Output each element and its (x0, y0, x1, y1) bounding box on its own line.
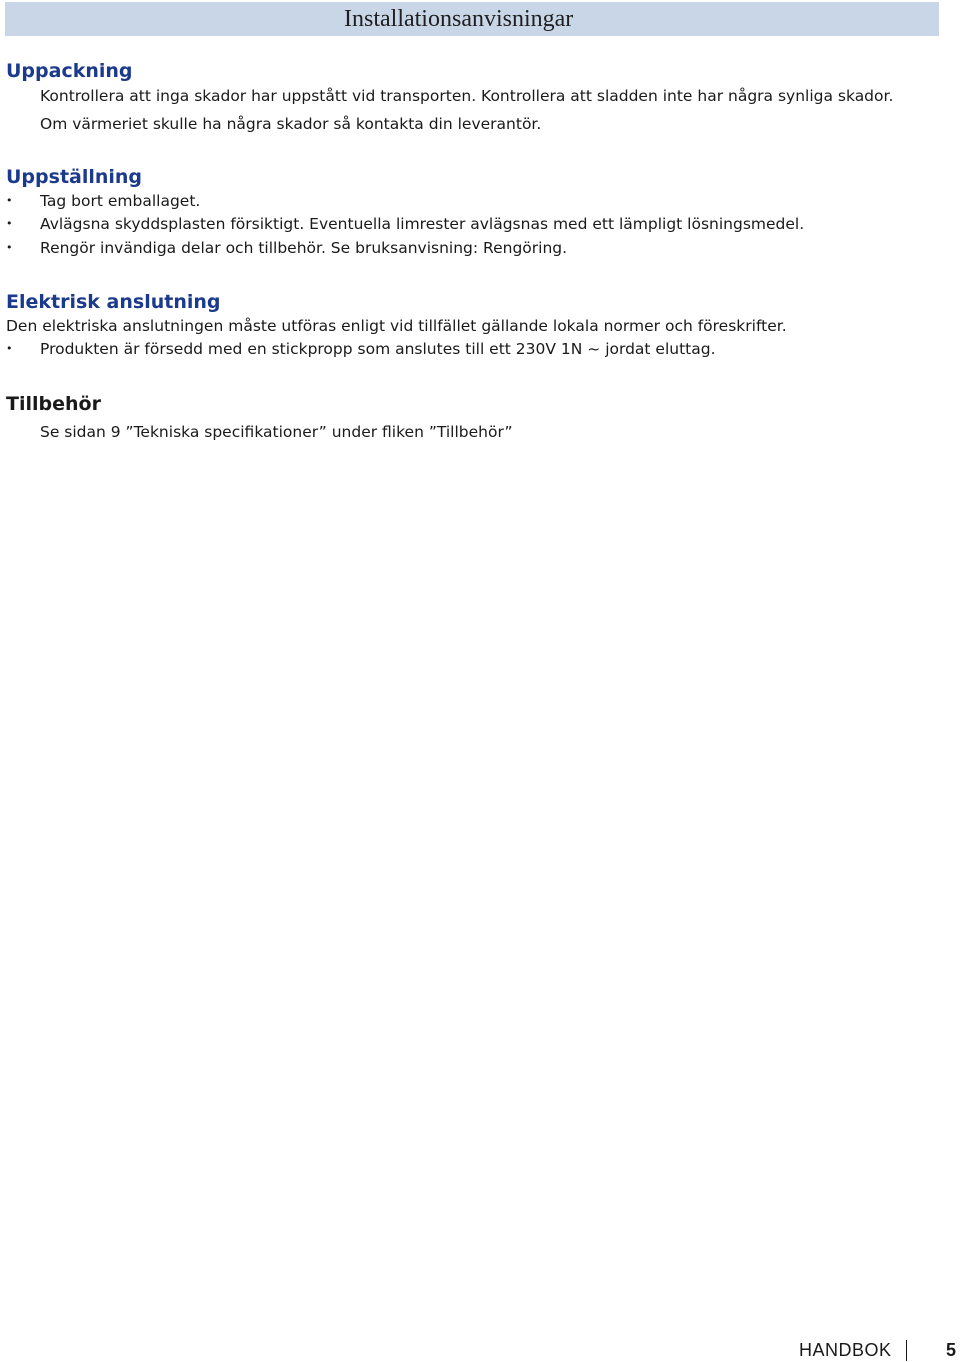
list-item: Rengör invändiga delar och tillbehör. Se bruksanvisning: Rengöring. (40, 239, 568, 257)
bullet-marker: • (6, 194, 13, 207)
paragraph-line: Den elektriska anslutningen måste utföras enligt vid tillfället gällande lokala normer och föreskrifter. (6, 317, 787, 335)
paragraph-line: Se sidan 9 ”Tekniska specifikationer” under fliken ”Tillbehör” (40, 423, 513, 441)
list-item: Tag bort emballaget. (40, 192, 201, 210)
page-title: Installationsanvisningar (344, 6, 574, 32)
section-heading-uppackning: Uppackning (6, 60, 133, 82)
section-heading-uppstallning: Uppställning (6, 166, 143, 188)
section-heading-tillbehor: Tillbehör (6, 393, 101, 415)
bullet-marker: • (6, 241, 13, 254)
bullet-marker: • (6, 217, 13, 230)
list-item: Avlägsna skyddsplasten försiktigt. Eventuella limrester avlägsnas med ett lämpligt lösningsmedel. (40, 215, 805, 233)
list-item: Produkten är försedd med en stickpropp som anslutes till ett 230V 1N ~ jordat eluttag. (40, 340, 716, 358)
footer-divider (906, 1340, 907, 1361)
paragraph-line: Kontrollera att inga skador har uppstått vid transporten. Kontrollera att sladden inte har några synliga skador. (40, 87, 894, 105)
section-heading-elektrisk-anslutning: Elektrisk anslutning (6, 291, 221, 313)
page-number: 5 (946, 1340, 957, 1360)
bullet-marker: • (6, 342, 13, 355)
paragraph-line: Om värmeriet skulle ha några skador så kontakta din leverantör. (40, 115, 542, 133)
footer-label: HANDBOK (799, 1340, 892, 1360)
